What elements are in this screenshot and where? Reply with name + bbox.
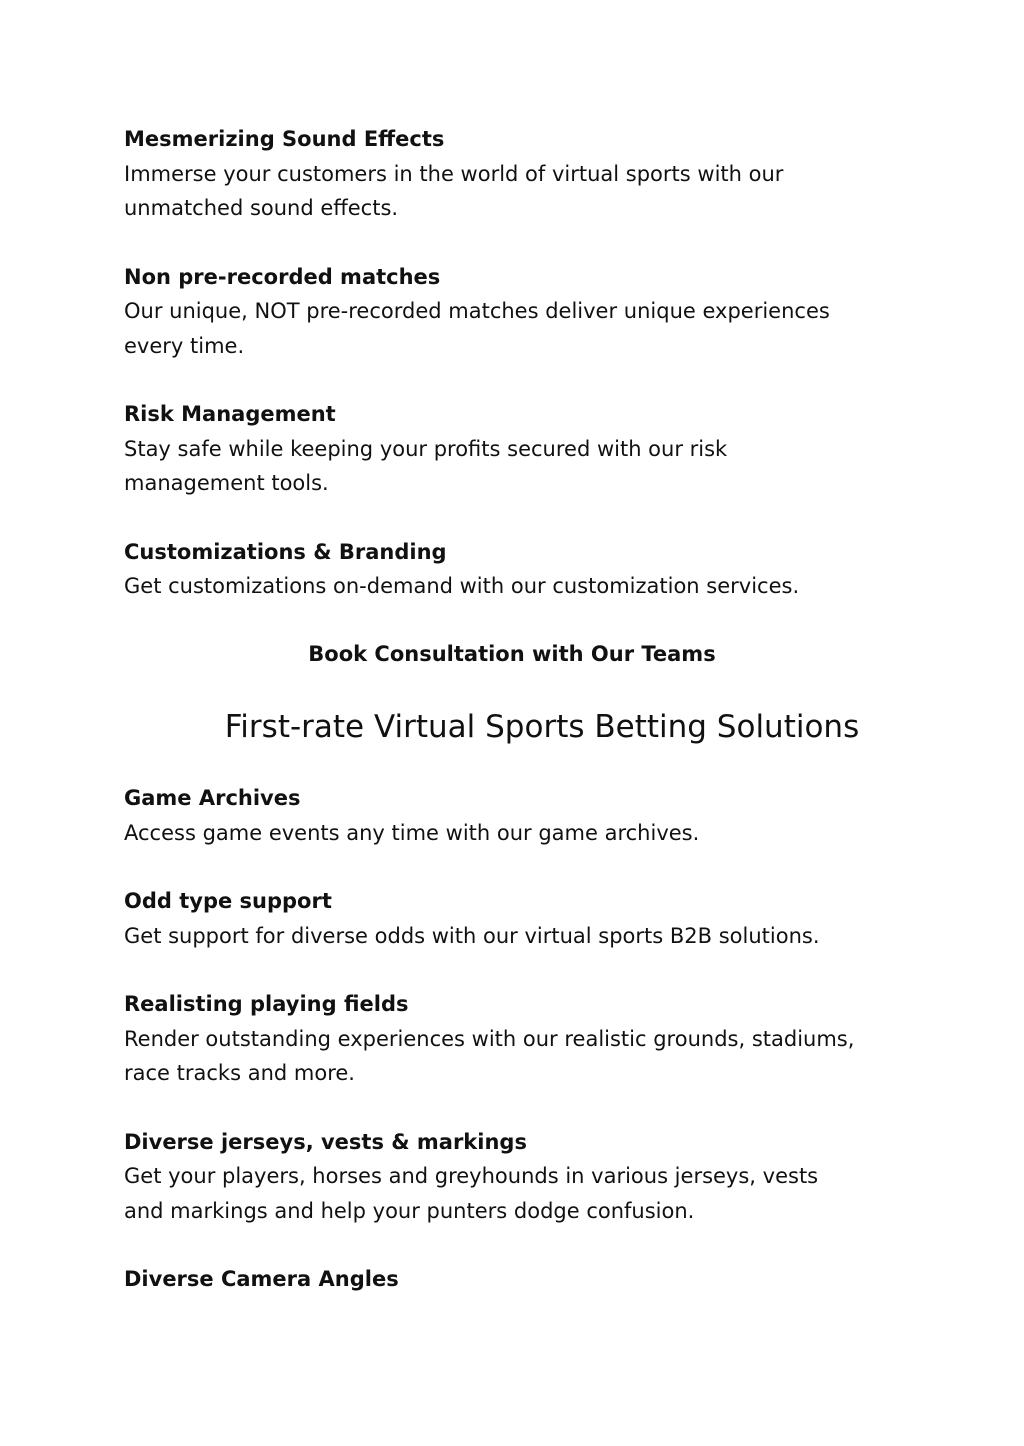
features-top-section: [124, 122, 914, 604]
feature-description-line: every time.: [124, 333, 245, 358]
feature-item: [124, 884, 914, 953]
feature-title: Game Archives: [124, 786, 301, 810]
book-consultation-link[interactable]: Book Consultation with Our Teams: [308, 641, 716, 666]
features-bottom-section: [124, 781, 914, 1297]
feature-description-line: Stay safe while keeping your profits secured with our risk: [124, 436, 728, 461]
feature-item: [124, 781, 914, 850]
feature-item: [124, 260, 914, 364]
feature-description-line: Our unique, NOT pre-recorded matches deliver unique experiences: [124, 299, 830, 323]
feature-item: [124, 987, 914, 1091]
feature-item: [124, 1262, 914, 1297]
feature-description-line: Get support for diverse odds with our virtual sports B2B solutions.: [124, 923, 820, 948]
feature-description-line: race tracks and more.: [124, 1061, 355, 1085]
feature-title: Odd type support: [124, 889, 332, 913]
feature-title: Diverse Camera Angles: [124, 1267, 399, 1291]
feature-title: Risk Management: [124, 402, 336, 426]
feature-title: Mesmerizing Sound Effects: [124, 127, 445, 151]
feature-description-line: Get your players, horses and greyhounds in various jerseys, vests: [124, 1164, 819, 1188]
feature-title: Diverse jerseys, vests & markings: [124, 1129, 527, 1154]
feature-title: Realisting playing fields: [124, 992, 409, 1016]
feature-description-line: management tools.: [124, 471, 329, 495]
feature-item: [124, 397, 914, 501]
feature-description-line: Render outstanding experiences with our realistic grounds, stadiums,: [124, 1026, 855, 1051]
feature-description-line: Access game events any time with our game archives.: [124, 820, 700, 845]
feature-description-line: and markings and help your punters dodge confusion.: [124, 1198, 695, 1223]
feature-title: Customizations & Branding: [124, 539, 447, 564]
document-page: [124, 122, 914, 1331]
feature-description-line: Immerse your customers in the world of virtual sports with our: [124, 161, 784, 186]
feature-item: [124, 122, 914, 226]
feature-item: [124, 1125, 914, 1229]
section-heading: First-rate Virtual Sports Betting Solutions: [224, 709, 860, 745]
feature-title: Non pre-recorded matches: [124, 264, 441, 289]
feature-description-line: unmatched sound effects.: [124, 196, 399, 220]
feature-item: [124, 535, 914, 604]
feature-description-line: Get customizations on-demand with our customization services.: [124, 574, 800, 598]
